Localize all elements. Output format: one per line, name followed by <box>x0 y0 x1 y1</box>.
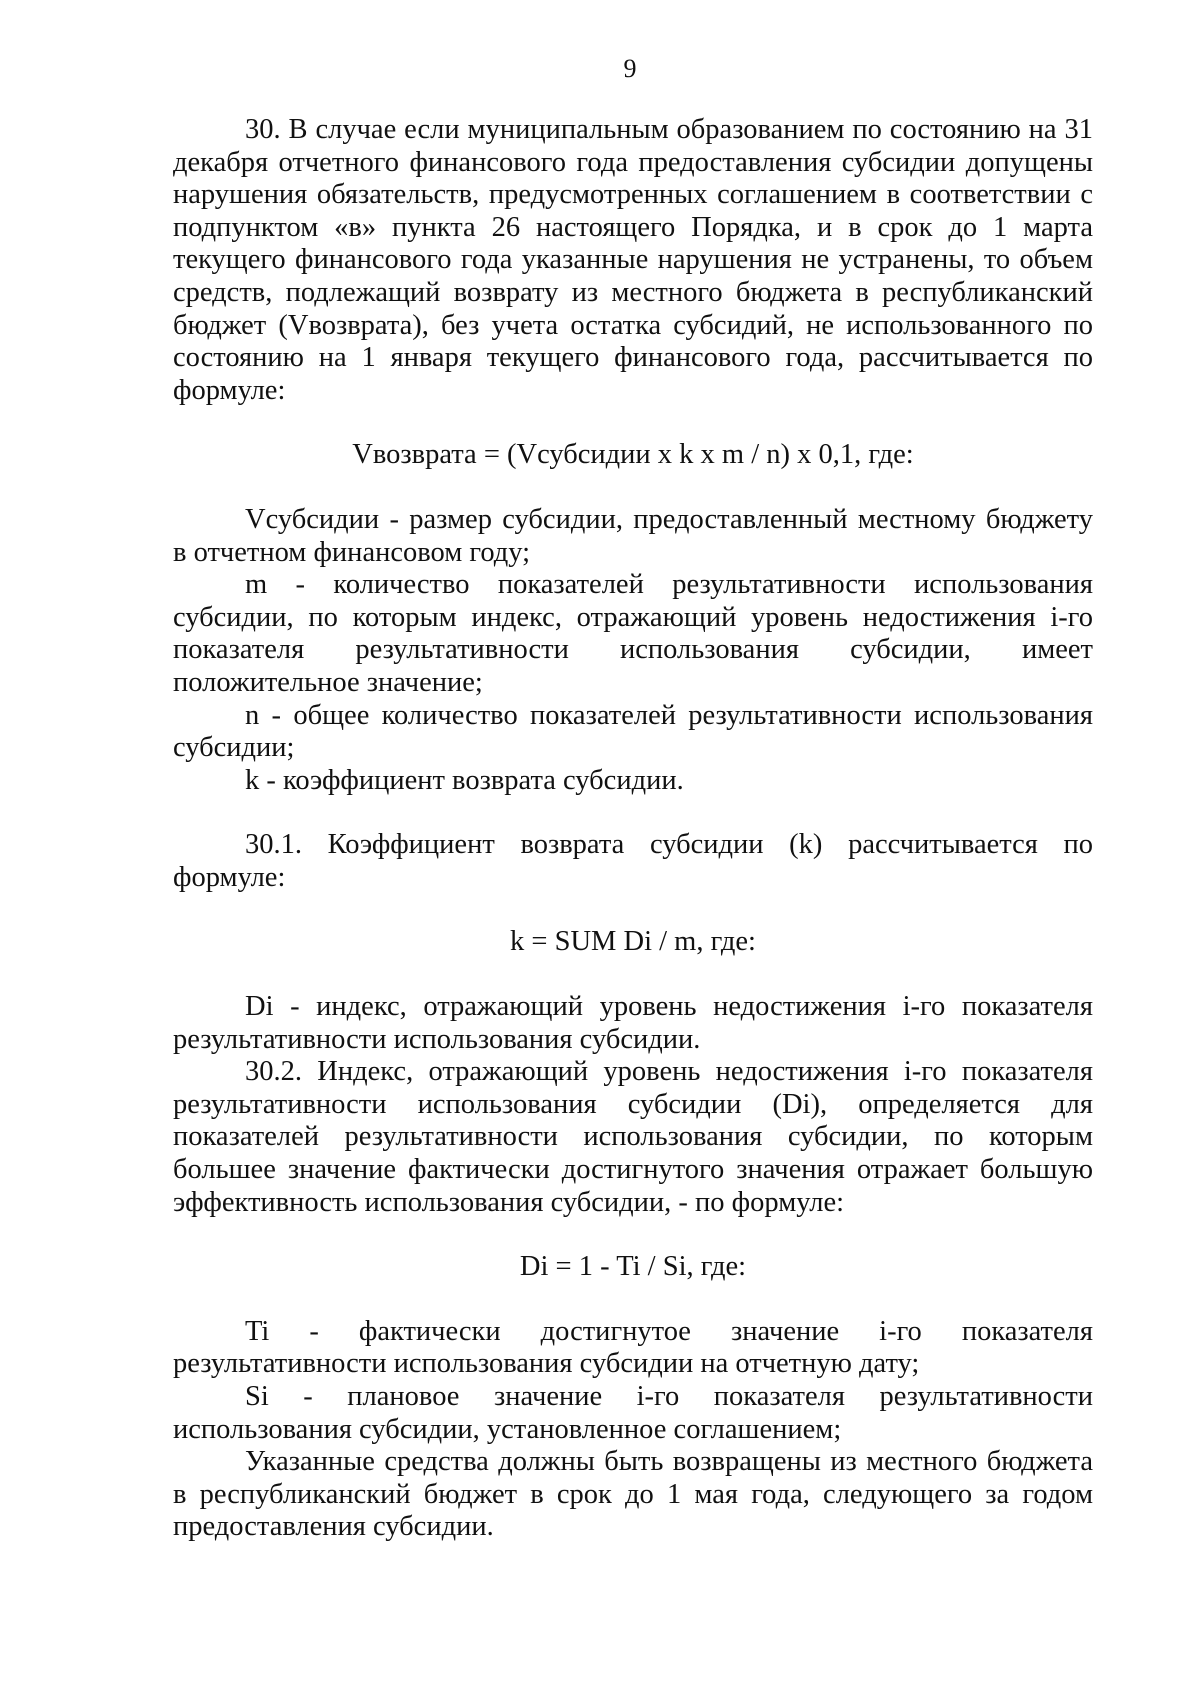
paragraph-final: Указанные средства должны быть возвращены из местного бюджета в республиканский бюджет в срок до 1 мая года, следующего за годом предоставления субсидии. <box>173 1446 1093 1543</box>
definition-ti: Ti - фактически достигнутое значение i-го показателя результативности использования субсидии на отчетную дату; <box>173 1315 1093 1380</box>
paragraph-30: 30. В случае если муниципальным образованием по состоянию на 31 декабря отчетного финансового года предоставления субсидии допущены нарушения обязательств, предусмотренных соглашением в соответствии с подпунктом «в» пункта 26 настоящего Порядка, и в срок до 1 марта текущего финансового года указанные нарушения не устранены, то объем средств, подлежащий возврату из местного бюджета в республиканский бюджет (Vвозврата), без учета остатка субсидий, не использованного по состоянию на 1 января текущего финансового года, рассчитывается по формуле: <box>173 114 1093 406</box>
definition-k: k - коэффициент возврата субсидии. <box>245 764 684 796</box>
definition-n: n - общее количество показателей результативности использования субсидии; <box>173 699 1093 764</box>
formula-coefficient-k: k = SUM Di / m, где: <box>510 926 756 958</box>
paragraph-30-1: 30.1. Коэффициент возврата субсидии (k) рассчитывается по формуле: <box>173 829 1093 893</box>
definition-vsubsidii: Vсубсидии - размер субсидии, предоставленный местному бюджету в отчетном финансовом году; <box>173 503 1093 568</box>
paragraph-30-2: 30.2. Индекс, отражающий уровень недостижения i-го показателя результативности использования субсидии (Di), определяется для показателей результативности использования субсидии, по которым большее значение фактически достигнутого значения отражает большую эффективность использования субсидии, - по формуле: <box>173 1056 1093 1218</box>
definition-di: Di - индекс, отражающий уровень недостижения i-го показателя результативности использования субсидии. <box>173 991 1093 1055</box>
document-body <box>173 114 1093 1544</box>
page-number: 9 <box>623 54 637 83</box>
definition-si: Si - плановое значение i-го показателя результативности использования субсидии, установленное соглашением; <box>173 1381 1093 1445</box>
formula-return-volume: Vвозврата = (Vсубсидии x k x m / n) x 0,1, где: <box>352 439 914 471</box>
definition-m: m - количество показателей результативности использования субсидии, по которым индекс, отражающий уровень недостижения i-го показателя результативности использования субсидии, имеет положительное значение; <box>173 569 1093 698</box>
formula-index-di: Di = 1 - Ti / Si, где: <box>519 1251 747 1283</box>
